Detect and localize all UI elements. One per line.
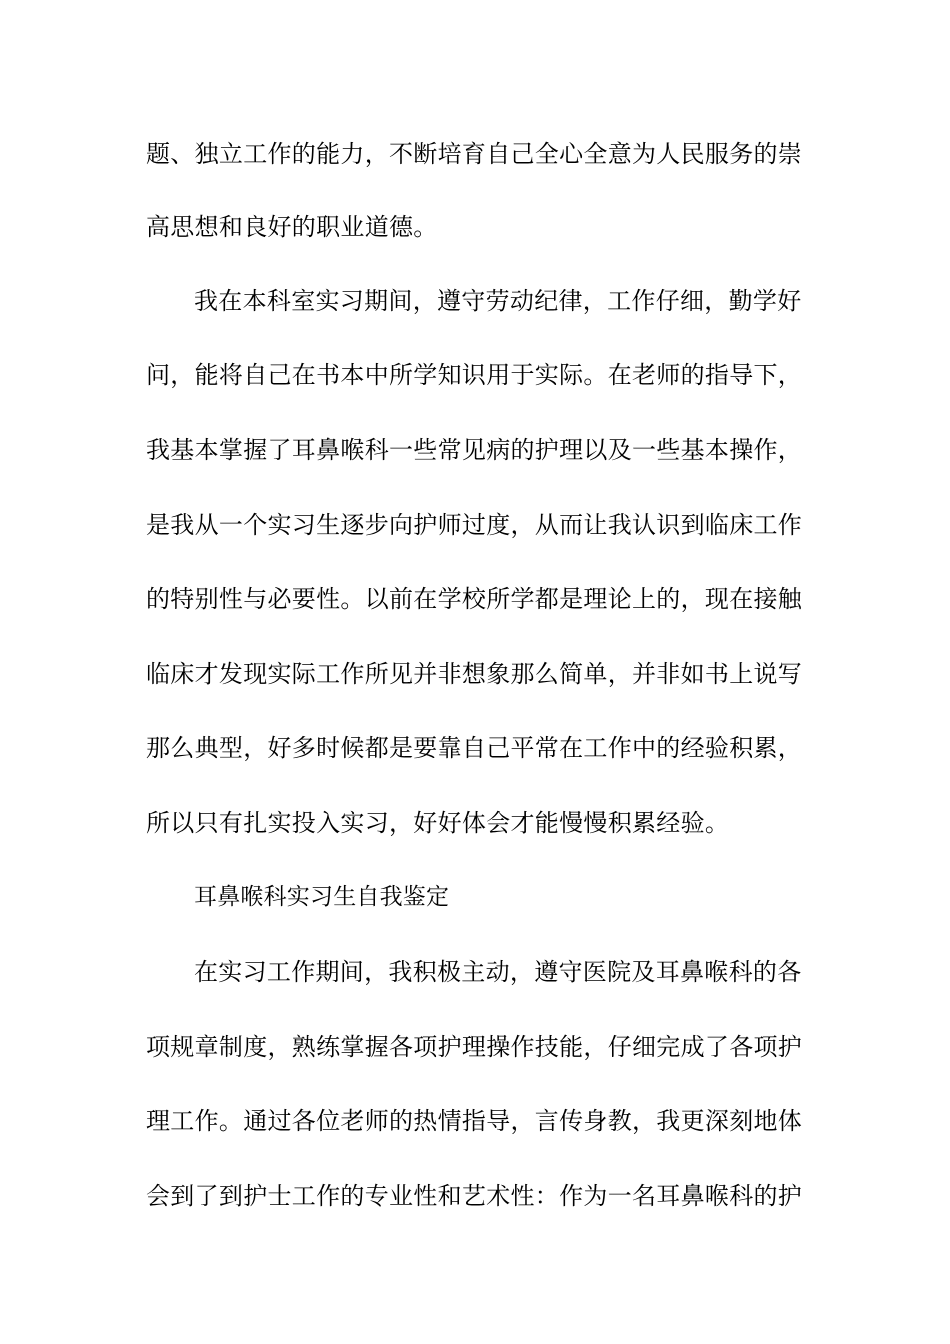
section-heading: 耳鼻喉科实习生自我鉴定 xyxy=(194,884,450,910)
text-line-12: 在实习工作期间，我积极主动，遵守医院及耳鼻喉科的各 xyxy=(194,958,802,986)
text-line-8: 临床才发现实际工作所见并非想象那么简单，并非如书上说写 xyxy=(146,660,803,688)
text-line-7: 的特别性与必要性。以前在学校所学都是理论上的，现在接触 xyxy=(146,585,803,613)
text-line-10: 所以只有扎实投入实习，好好体会才能慢慢积累经验。 xyxy=(146,809,730,837)
text-line-3: 我在本科室实习期间，遵守劳动纪律，工作仔细，勤学好 xyxy=(194,287,802,315)
text-line-9: 那么典型，好多时候都是要靠自己平常在工作中的经验积累， xyxy=(146,734,803,762)
text-line-6: 是我从一个实习生逐步向护师过度，从而让我认识到临床工作 xyxy=(146,511,803,539)
text-line-14: 理工作。通过各位老师的热情指导，言传身教，我更深刻地体 xyxy=(146,1107,803,1135)
text-line-1: 题、独立工作的能力，不断培育自己全心全意为人民服务的崇 xyxy=(146,140,803,168)
text-line-13: 项规章制度，熟练掌握各项护理操作技能，仔细完成了各项护 xyxy=(146,1033,803,1061)
text-line-2: 高思想和良好的职业道德。 xyxy=(146,213,438,241)
text-line-5: 我基本掌握了耳鼻喉科一些常见病的护理以及一些基本操作， xyxy=(146,436,803,464)
text-line-4: 问，能将自己在书本中所学知识用于实际。在老师的指导下， xyxy=(146,361,803,389)
text-line-15: 会到了到护士工作的专业性和艺术性：作为一名耳鼻喉科的护 xyxy=(146,1182,803,1210)
